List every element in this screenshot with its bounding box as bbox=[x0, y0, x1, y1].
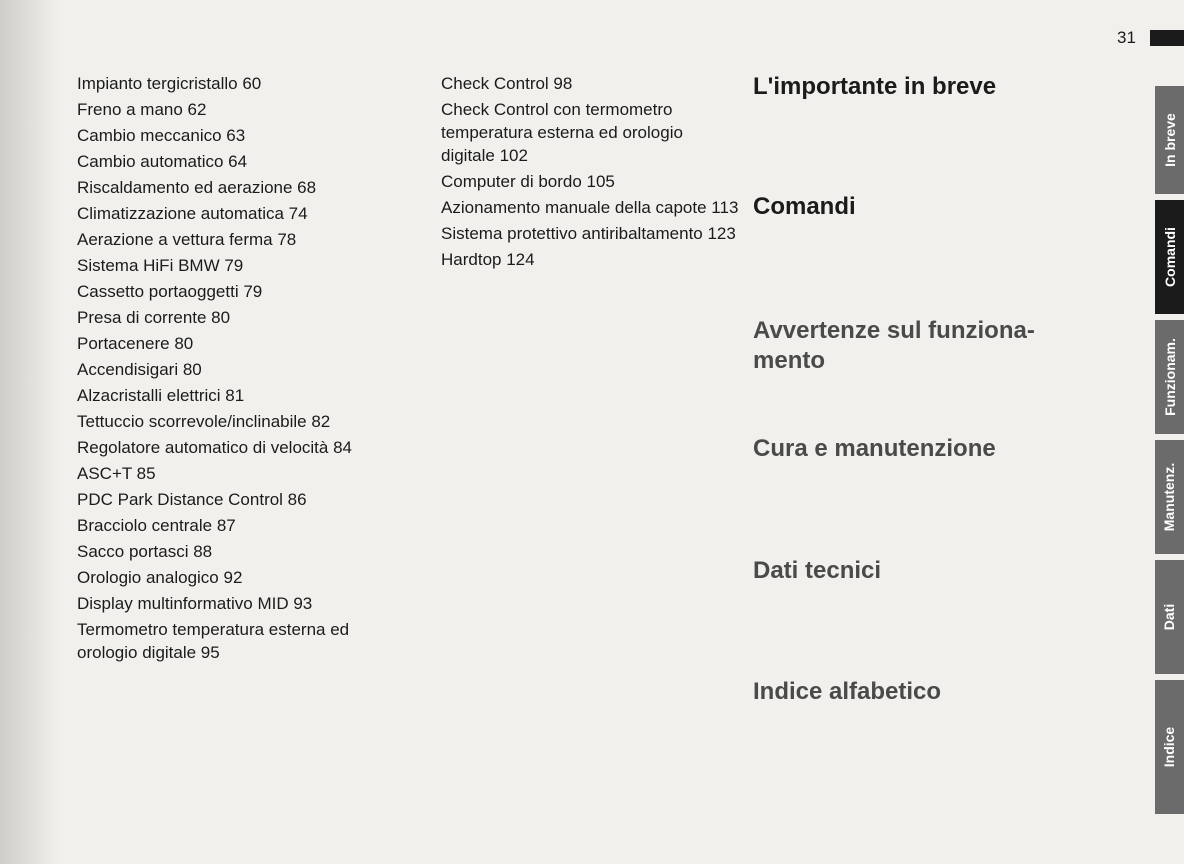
section-avvertenze[interactable]: Avvertenze sul funziona- bbox=[753, 317, 1035, 344]
list-item[interactable]: Climatizzazione automatica 74 bbox=[77, 204, 308, 223]
list-item[interactable]: Riscaldamento ed aerazione 68 bbox=[77, 178, 317, 197]
section-dati[interactable]: Dati tecnici bbox=[753, 557, 882, 584]
list-item[interactable]: Alzacristalli elettrici 81 bbox=[77, 386, 245, 405]
list-item[interactable]: Sacco portasci 88 bbox=[77, 542, 213, 561]
tab-indice[interactable]: Indice bbox=[1155, 680, 1184, 814]
section-importante[interactable]: L'importante in breve bbox=[753, 73, 997, 100]
list-item[interactable]: Aerazione a vettura ferma 78 bbox=[77, 230, 297, 249]
list-item[interactable]: Accendisigari 80 bbox=[77, 360, 202, 379]
list-item[interactable]: Impianto tergicristallo 60 bbox=[77, 74, 262, 93]
list-item[interactable]: Hardtop 124 bbox=[441, 250, 535, 269]
list-item[interactable]: Computer di bordo 105 bbox=[441, 172, 615, 191]
list-item[interactable]: Check Control con termometro temperatura esterna ed orologio digitale 102 bbox=[441, 100, 683, 165]
list-item[interactable]: Azionamento manuale della capote 113 bbox=[441, 198, 739, 217]
list-item[interactable]: Orologio analogico 92 bbox=[77, 568, 243, 587]
contents-list-middle bbox=[441, 72, 741, 274]
list-item[interactable]: Freno a mano 62 bbox=[77, 100, 207, 119]
list-item[interactable]: Regolatore automatico di velocità 84 bbox=[77, 438, 352, 457]
list-item[interactable]: Sistema protettivo antiribaltamento 123 bbox=[441, 224, 736, 243]
list-item[interactable]: Portacenere 80 bbox=[77, 334, 194, 353]
tab-funzionam[interactable]: Funzionam. bbox=[1155, 320, 1184, 434]
section-avvertenze-cont[interactable]: mento bbox=[753, 347, 825, 374]
tab-in-breve[interactable]: In breve bbox=[1155, 86, 1184, 194]
chapter-tabs bbox=[1155, 86, 1184, 826]
list-item[interactable]: Check Control 98 bbox=[441, 74, 573, 93]
list-item[interactable]: Tettuccio scorrevole/inclinabile 82 bbox=[77, 412, 331, 431]
section-cura[interactable]: Cura e manutenzione bbox=[753, 435, 996, 462]
list-item[interactable]: Cassetto portaoggetti 79 bbox=[77, 282, 263, 301]
section-indice[interactable]: Indice alfabetico bbox=[753, 678, 942, 705]
list-item[interactable]: ASC+T 85 bbox=[77, 464, 156, 483]
page-gutter-shadow bbox=[0, 0, 60, 864]
page-number: 31 bbox=[1117, 28, 1136, 47]
list-item[interactable]: PDC Park Distance Control 86 bbox=[77, 490, 307, 509]
section-comandi[interactable]: Comandi bbox=[753, 193, 856, 220]
tab-comandi[interactable]: Comandi bbox=[1155, 200, 1184, 314]
list-item[interactable]: Presa di corrente 80 bbox=[77, 308, 231, 327]
tab-dati[interactable]: Dati bbox=[1155, 560, 1184, 674]
list-item[interactable]: Bracciolo centrale 87 bbox=[77, 516, 236, 535]
list-item[interactable]: Cambio automatico 64 bbox=[77, 152, 248, 171]
tab-manutenz[interactable]: Manutenz. bbox=[1155, 440, 1184, 554]
list-item[interactable]: Display multinformativo MID 93 bbox=[77, 594, 313, 613]
page-marker-bar bbox=[1150, 30, 1184, 46]
contents-list-left bbox=[77, 72, 397, 667]
list-item[interactable]: Cambio meccanico 63 bbox=[77, 126, 246, 145]
list-item[interactable]: Termometro temperatura esterna ed orologio digitale 95 bbox=[77, 620, 350, 662]
list-item[interactable]: Sistema HiFi BMW 79 bbox=[77, 256, 244, 275]
